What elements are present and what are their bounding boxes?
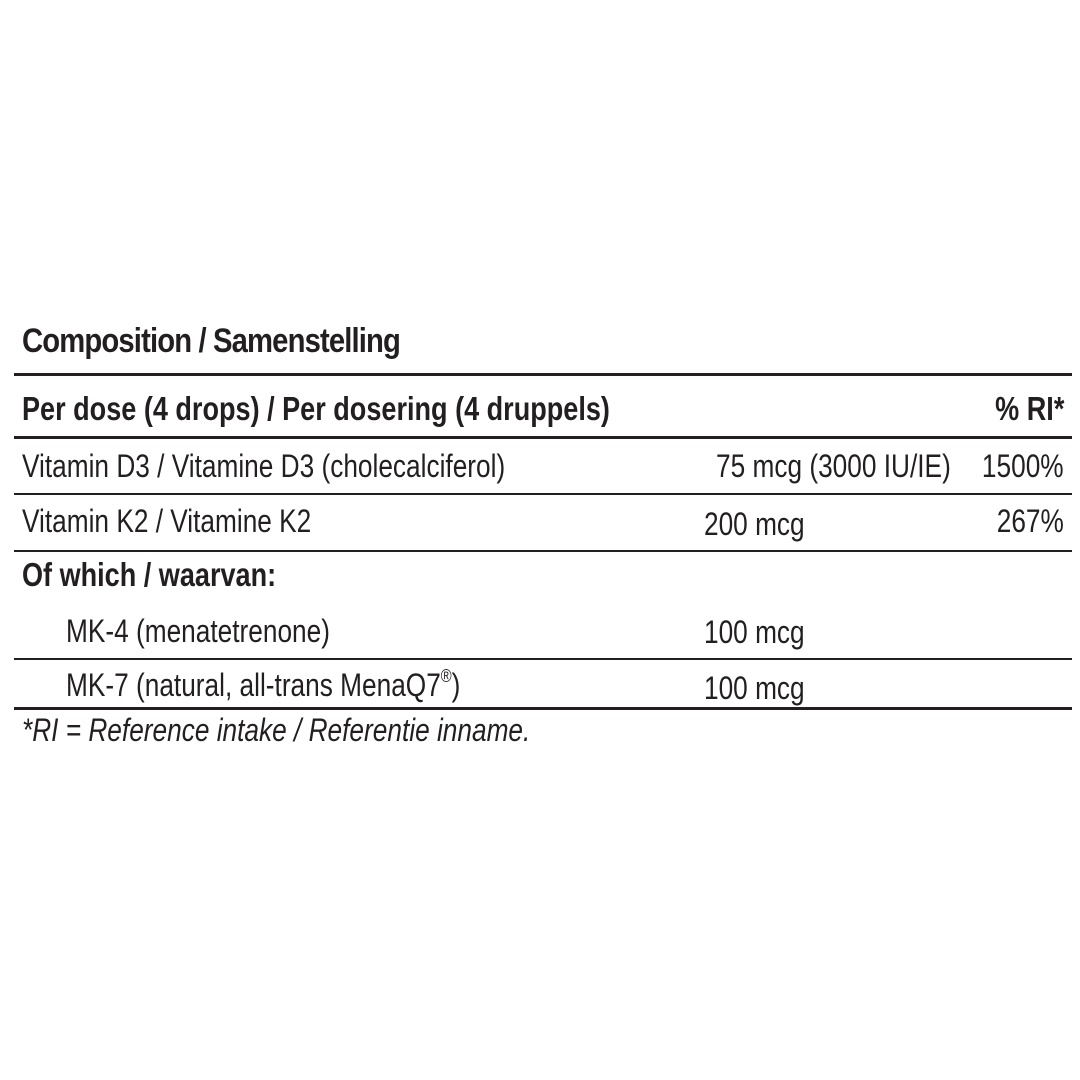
ri-footnote: *RI = Reference intake / Referentie inname.	[22, 712, 531, 748]
row-divider	[14, 493, 1072, 495]
composition-title: Composition / Samenstelling	[22, 322, 401, 360]
nutrient-amount-vitamin-k2: 200 mcg	[704, 506, 805, 542]
nutrient-amount-vitamin-d3: 75 mcg (3000 IU/IE)	[716, 448, 951, 484]
nutrient-name-vitamin-k2: Vitamin K2 / Vitamine K2	[22, 503, 312, 539]
registered-mark: ®	[440, 666, 452, 686]
nutrient-amount-mk4: 100 mcg	[704, 614, 805, 650]
dose-header-label: Per dose (4 drops) / Per dosering (4 druppels)	[22, 390, 610, 427]
ri-header-label: % RI*	[994, 390, 1064, 427]
bottom-rule	[14, 707, 1072, 710]
of-which-subheader: Of which / waarvan:	[22, 556, 277, 593]
nutrient-name-mk4: MK-4 (menatetrenone)	[66, 613, 330, 649]
nutrient-name-vitamin-d3: Vitamin D3 / Vitamine D3 (cholecalciferol)	[22, 448, 506, 484]
row-divider	[14, 550, 1072, 552]
nutrient-ri-vitamin-k2: 267%	[996, 503, 1064, 539]
row-divider	[14, 658, 1072, 660]
nutrient-amount-mk7: 100 mcg	[704, 670, 805, 706]
composition-panel	[14, 0, 1072, 1080]
nutrient-name-mk7-text: MK-7 (natural, all-trans MenaQ7	[66, 667, 441, 703]
header-rule	[14, 436, 1072, 439]
nutrient-name-mk7	[66, 666, 460, 704]
nutrient-ri-vitamin-d3: 1500%	[982, 448, 1064, 484]
top-rule	[14, 373, 1072, 376]
nutrient-name-mk7-close: )	[451, 667, 461, 703]
